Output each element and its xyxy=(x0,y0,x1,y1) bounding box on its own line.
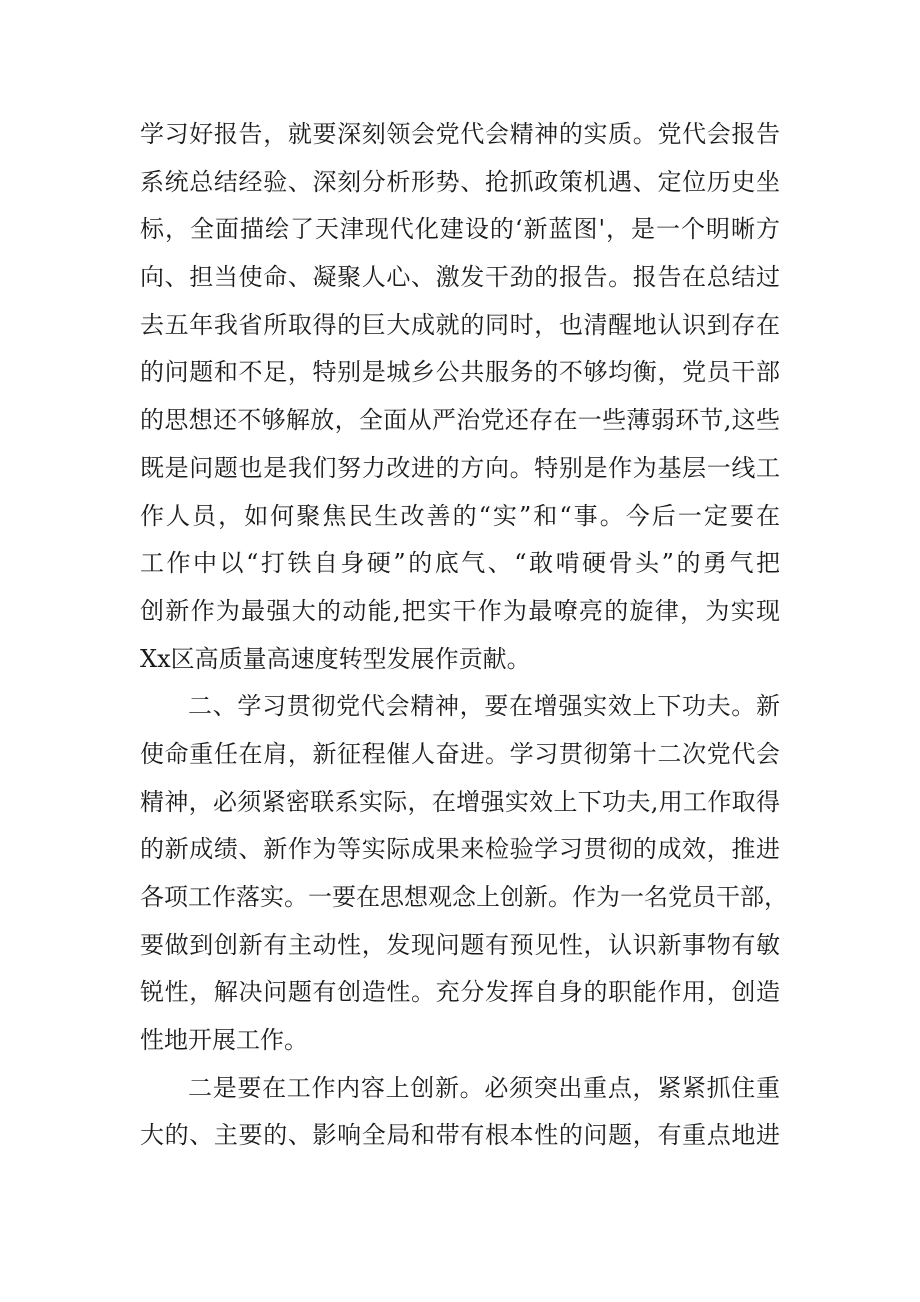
text-line: 工作中以“打铁自身硬”的底气、“敢啃硬骨头”的勇气把 xyxy=(140,549,780,578)
paragraph-start-line: 二是要在工作内容上创新。必须突出重点，紧紧抓住重 xyxy=(188,1073,780,1102)
text-line: 大的、主要的、影响全局和带有根本性的问题，有重点地进 xyxy=(140,1121,780,1150)
text-line: 创新作为最强大的动能,把实干作为最嘹亮的旋律，为实现 xyxy=(140,596,780,625)
text-line: 既是问题也是我们努力改进的方向。特别是作为基层一线工 xyxy=(140,453,780,482)
text-line: 标，全面描绘了天津现代化建设的‘新蓝图'，是一个明晰方 xyxy=(140,215,780,244)
text-line: 锐性，解决问题有创造性。充分发挥自身的职能作用，创造 xyxy=(140,978,780,1007)
text-line: 的思想还不够解放，全面从严治党还存在一些薄弱环节,这些 xyxy=(140,406,780,435)
text-line: 的新成绩、新作为等实际成果来检验学习贯彻的成效，推进 xyxy=(140,835,780,864)
text-line: 向、担当使命、凝聚人心、激发干劲的报告。报告在总结过 xyxy=(140,263,780,292)
text-line: 学习好报告，就要深刻领会党代会精神的实质。党代会报告 xyxy=(140,120,780,148)
text-line: Xx区高质量高速度转型发展作贡献。 xyxy=(140,644,531,673)
text-line: 要做到创新有主动性，发现问题有预见性，认识新事物有敏 xyxy=(140,930,780,959)
paragraph-start-line: 二、学习贯彻党代会精神，要在增强实效上下功夫。新 xyxy=(188,692,780,721)
text-line: 使命重任在肩，新征程催人奋进。学习贯彻第十二次党代会 xyxy=(140,739,780,768)
body-text xyxy=(140,111,788,1160)
text-line: 精神，必须紧密联系实际，在增强实效上下功夫,用工作取得 xyxy=(140,787,780,816)
text-line: 各项工作落实。一要在思想观念上创新。作为一名党员干部， xyxy=(140,883,788,911)
text-line: 性地开展工作。 xyxy=(140,1026,308,1055)
text-line: 作人员，如何聚焦民生改善的“实”和“事。今后一定要在 xyxy=(140,501,780,530)
text-line: 的问题和不足，特别是城乡公共服务的不够均衡，党员干部 xyxy=(140,358,780,387)
text-line: 系统总结经验、深刻分析形势、抢抓政策机遇、定位历史坐 xyxy=(140,167,780,196)
text-line: 去五年我省所取得的巨大成就的同时，也清醒地认识到存在 xyxy=(140,310,780,339)
